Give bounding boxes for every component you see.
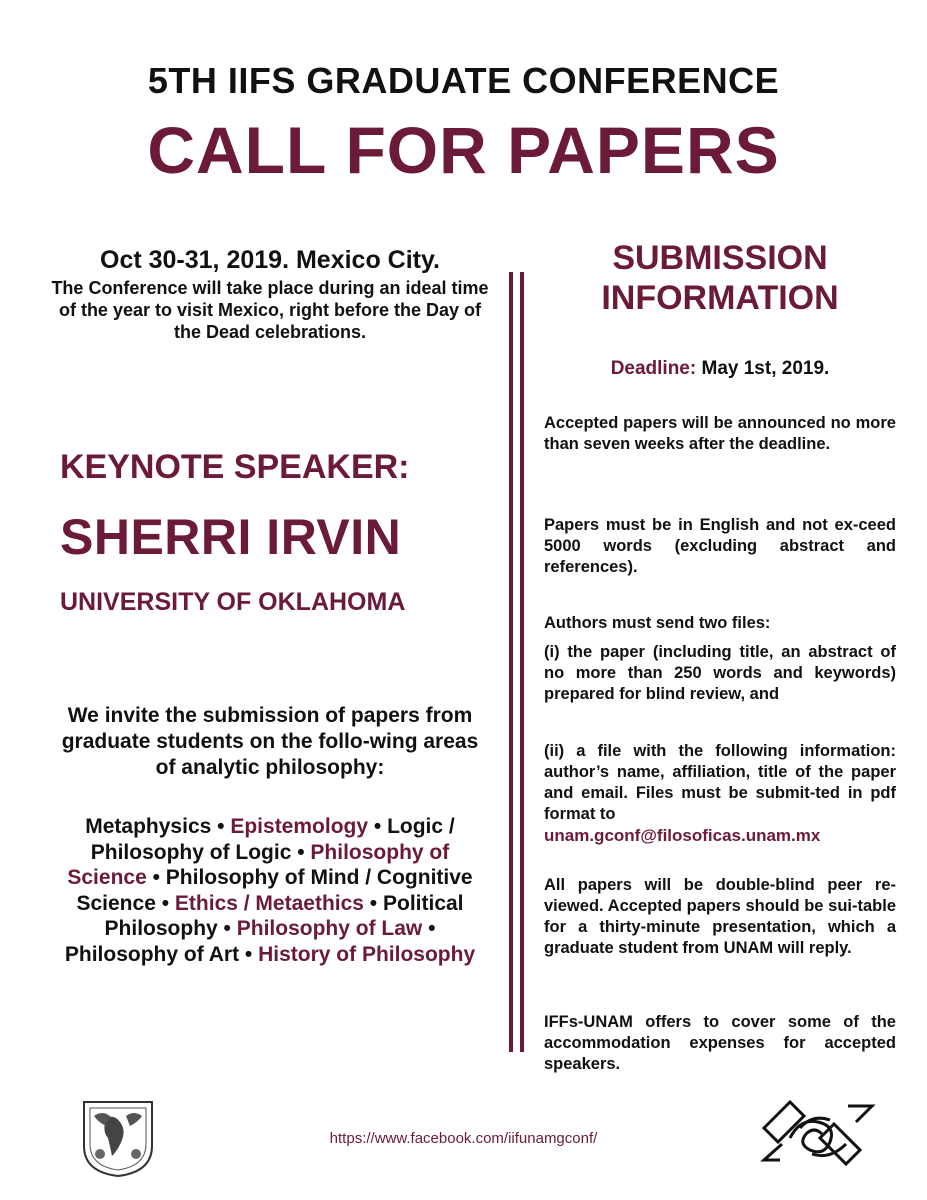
- keynote-affiliation: UNIVERSITY OF OKLAHOMA: [60, 588, 406, 616]
- deadline-label: Deadline:: [610, 358, 697, 379]
- submission-title: [545, 238, 895, 318]
- deadline: [545, 358, 895, 380]
- area-item: • Philosophy of Mind / Cognitive Science •: [76, 866, 473, 915]
- file1-paragraph: (i) the paper (including title, an abstract of no more than 250 words and keywords) prepared for blind review, and: [544, 643, 896, 703]
- area-item: Philosophy of Science: [67, 840, 450, 889]
- submission-email-link[interactable]: unam.gconf@filosoficas.unam.mx: [544, 826, 821, 845]
- invitation-text: We invite the submission of papers from graduate students on the follo-wing areas of analytic philosophy:: [61, 704, 479, 779]
- page-title: CALL FOR PAPERS: [147, 113, 780, 187]
- announce-paragraph: Accepted papers will be announced no more than seven weeks after the deadline.: [544, 414, 896, 453]
- deadline-value: May 1st, 2019.: [701, 358, 830, 379]
- column-divider-left: [509, 272, 513, 1052]
- area-item: Ethics / Metaethics: [174, 891, 364, 915]
- areas-list: [50, 814, 490, 967]
- review-paragraph: All papers will be double-blind peer re-viewed. Accepted papers should be sui-table for a thirty-minute presentation, which a graduate student from UNAM will reply.: [544, 876, 896, 957]
- conference-subtitle: 5TH IIFS GRADUATE CONFERENCE: [147, 60, 780, 101]
- files-intro: Authors must send two files:: [544, 614, 771, 632]
- submission-title-line2: INFORMATION: [601, 279, 839, 317]
- area-item: • Logic / Philosophy of Logic •: [90, 815, 455, 864]
- file2-paragraph: (ii) a file with the following information: author’s name, affiliation, title of the paper and email. Files must be submit-ted in pdf format to: [544, 742, 896, 823]
- submission-title-line1: SUBMISSION: [612, 239, 828, 277]
- area-item: • Philosophy of Art •: [64, 917, 436, 966]
- iifs-knot-logo: [760, 1098, 878, 1168]
- area-item: Metaphysics: [85, 815, 212, 838]
- accommodation-paragraph: IFFs-UNAM offers to cover some of the accommodation expenses for accepted speakers.: [544, 1013, 896, 1073]
- area-separator: •: [211, 815, 231, 838]
- language-paragraph: Papers must be in English and not ex-ceed 5000 words (excluding abstract and references).: [544, 516, 896, 576]
- keynote-label: KEYNOTE SPEAKER:: [60, 448, 410, 486]
- facebook-url-link[interactable]: https://www.facebook.com/iifunamgconf/: [329, 1130, 598, 1147]
- area-item: Philosophy of Law: [236, 917, 423, 940]
- area-item: • Political Philosophy •: [104, 891, 464, 940]
- event-date-location: Oct 30-31, 2019. Mexico City.: [100, 246, 440, 274]
- area-item: Epistemology: [230, 815, 369, 838]
- area-item: History of Philosophy: [258, 942, 476, 966]
- keynote-name: SHERRI IRVIN: [60, 509, 402, 565]
- event-intro: The Conference will take place during an ideal time of the year to visit Mexico, right before the Day of the Dead celebrations.: [51, 278, 489, 342]
- column-divider-right: [520, 272, 524, 1052]
